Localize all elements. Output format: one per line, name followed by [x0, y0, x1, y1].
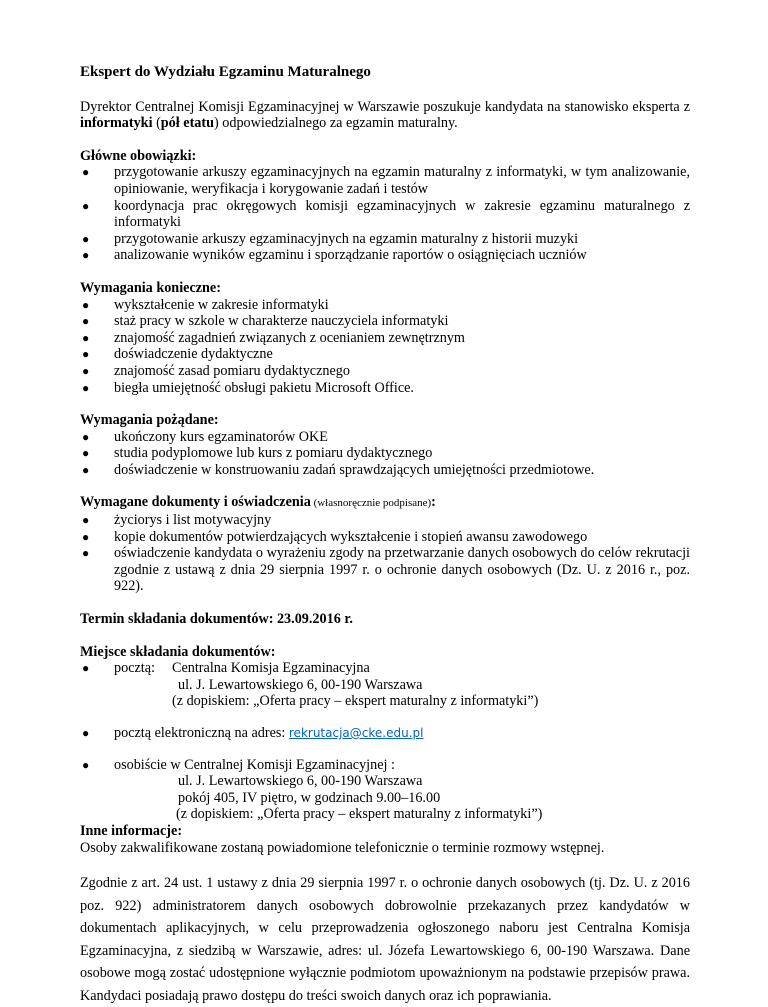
data-protection-paragraph: Zgodnie z art. 24 ust. 1 ustawy z dnia 29 sierpnia 1997 r. o ochronie danych osobowych (tj. Dz. U. z 2016 poz. 922) administratorem danych osobowych dobrowolnie przekazanych przez kandydatów w dokumentach aplikacyjnych, w celu przeprowadzenia ogłoszonego naboru jest Centralna Komisja Egzaminacyjna, z siedzibą w Warszawie, adres: ul. Józefa Lewartowskiego 6, 00-190 Warszawa. Dane osobowe mogą zostać udostępnione wyłącznie podmiotom upoważnionym na podstawie przepisów prawa. Kandydaci posiadają prawo dostępu do treści swoich danych oraz ich poprawiania. [80, 875, 690, 1004]
place-heading: Miejsce składania dokumentów: [80, 643, 276, 660]
bullet-icon: ● [82, 248, 90, 263]
bullet-icon: ● [82, 297, 90, 312]
list-item [80, 297, 690, 314]
list-item-text: życiorys i list motywacyjny [114, 512, 272, 529]
other-section [80, 823, 690, 856]
list-item-text: znajomość zasad pomiaru dydaktycznego [114, 362, 350, 379]
list-item [80, 462, 690, 479]
list-item [80, 529, 690, 546]
deadline-text: Termin składania dokumentów: 23.09.2016 r. [80, 611, 353, 628]
required-list [80, 297, 690, 397]
bullet-icon: ● [82, 661, 90, 676]
post-line-1: Centralna Komisja Egzaminacyjna [172, 660, 370, 677]
bullet-icon: ● [82, 546, 90, 561]
intro-text: Dyrektor Centralnej Komisji Egzaminacyjnej w Warszawie poszukuje kandydata na stanowisko eksperta z [80, 98, 690, 115]
list-item [80, 198, 690, 231]
list-item-text: biegła umiejętność obsługi pakietu Microsoft Office. [114, 379, 414, 396]
intro-subject: informatyki [80, 115, 153, 132]
desired-heading: Wymagania pożądane: [80, 412, 219, 429]
list-item-text: koordynacja prac okręgowych komisji egzaminacyjnych w zakresie egzaminu maturalnego z informatyki [114, 197, 690, 231]
documents-heading [80, 494, 690, 512]
email-label: pocztą elektroniczną na adres: [114, 725, 289, 741]
list-item-text: studia podyplomowe lub kurs z pomiaru dydaktycznego [114, 445, 433, 462]
list-item-personal [80, 757, 690, 823]
list-item-text: ukończony kurs egzaminatorów OKE [114, 428, 328, 445]
spacer [80, 710, 690, 725]
list-item-text: oświadczenie kandydata o wyrażeniu zgody na przetwarzanie danych osobowych do celów rekrutacji zgodnie z ustawą z dnia 29 sierpnia 1997 r. o ochronie danych osobowych (Dz. U. z 2016 r., poz. 922). [114, 545, 690, 595]
desired-section [80, 412, 690, 478]
personal-line-2: pokój 405, IV piętro, w godzinach 9.00–16.00 [178, 789, 441, 806]
place-list-personal [80, 757, 690, 823]
personal-line-3: (z dopiskiem: „Oferta pracy – ekspert maturalny z informatyki”) [176, 806, 543, 823]
bullet-icon: ● [82, 429, 90, 444]
duties-list [80, 164, 690, 264]
personal-label: osobiście w Centralnej Komisji Egzaminacyjnej : [114, 756, 395, 773]
page-title: Ekspert do Wydziału Egzaminu Maturalnego [80, 64, 371, 80]
intro-text: ( [152, 115, 161, 132]
document-page [80, 64, 690, 1007]
list-item [80, 330, 690, 347]
post-line-3: (z dopiskiem: „Oferta pracy – ekspert maturalny z informatyki”) [172, 693, 539, 710]
desired-list [80, 429, 690, 479]
bullet-icon: ● [82, 757, 90, 772]
bullet-icon: ● [82, 231, 90, 246]
list-item [80, 429, 690, 446]
place-list [80, 660, 690, 710]
other-text: Osoby zakwalifikowane zostaną powiadomione telefonicznie o terminie rozmowy wstępnej. [80, 839, 605, 856]
intro-workload: pół etatu [160, 115, 214, 132]
email-link[interactable]: rekrutacja@cke.edu.pl [288, 726, 424, 740]
personal-line-1: ul. J. Lewartowskiego 6, 00-190 Warszawa [178, 773, 423, 790]
spacer [80, 742, 690, 757]
documents-list [80, 512, 690, 595]
bullet-icon: ● [82, 330, 90, 345]
list-item-text: wykształcenie w zakresie informatyki [114, 296, 329, 313]
list-item-text: staż pracy w szkole w charakterze nauczyciela informatyki [114, 313, 449, 330]
list-item-text: przygotowanie arkuszy egzaminacyjnych na egzamin maturalny z informatyki, w tym analizowanie, opiniowanie, weryfikacja i korygowanie zadań i testów [114, 164, 690, 197]
bullet-icon: ● [82, 363, 90, 378]
list-item [80, 380, 690, 397]
bullet-icon: ● [82, 314, 90, 329]
bullet-icon: ● [82, 529, 90, 544]
bullet-icon: ● [82, 347, 90, 362]
list-item [80, 346, 690, 363]
list-item-email [80, 725, 690, 742]
list-item-text: doświadczenie dydaktyczne [114, 346, 273, 363]
bullet-icon: ● [82, 513, 90, 528]
list-item-text: przygotowanie arkuszy egzaminacyjnych na egzamin maturalny z historii muzyki [114, 230, 579, 247]
list-item-text: analizowanie wyników egzaminu i sporządzanie raportów o osiągnięciach uczniów [114, 247, 587, 264]
bullet-icon: ● [82, 380, 90, 395]
list-item [80, 445, 690, 462]
list-item [80, 512, 690, 529]
bullet-icon: ● [82, 165, 90, 180]
required-section [80, 280, 690, 396]
list-item [80, 363, 690, 380]
list-item-text: znajomość zagadnień związanych z ocenianiem zewnętrznym [114, 329, 465, 346]
bullet-icon: ● [82, 446, 90, 461]
intro-text: ) odpowiedzialnego za egzamin maturalny. [214, 115, 458, 132]
required-heading: Wymagania konieczne: [80, 279, 221, 296]
documents-heading-text: Wymagane dokumenty i oświadczenia [80, 494, 311, 511]
list-item-post [80, 660, 690, 710]
place-list-email [80, 725, 690, 742]
documents-section [80, 494, 690, 595]
list-item-text: doświadczenie w konstruowaniu zadań sprawdzających umiejętności przedmiotowe. [114, 461, 595, 478]
bullet-icon: ● [82, 198, 90, 213]
duties-heading: Główne obowiązki: [80, 147, 197, 164]
documents-heading-colon: : [431, 494, 436, 511]
list-item [80, 231, 690, 248]
bullet-icon: ● [82, 726, 90, 740]
post-line-2: ul. J. Lewartowskiego 6, 00-190 Warszawa [178, 676, 423, 693]
list-item [80, 545, 690, 595]
bullet-icon: ● [82, 462, 90, 477]
place-section [80, 644, 690, 823]
list-item [80, 164, 690, 197]
documents-heading-note: (własnoręcznie podpisane) [310, 497, 432, 510]
post-label: pocztą: [114, 660, 155, 677]
other-heading: Inne informacje: [80, 822, 183, 839]
intro-paragraph [80, 99, 690, 132]
duties-section [80, 148, 690, 264]
list-item-text: kopie dokumentów potwierdzających wykształcenie i stopień awansu zawodowego [114, 528, 588, 545]
list-item [80, 313, 690, 330]
list-item [80, 247, 690, 264]
